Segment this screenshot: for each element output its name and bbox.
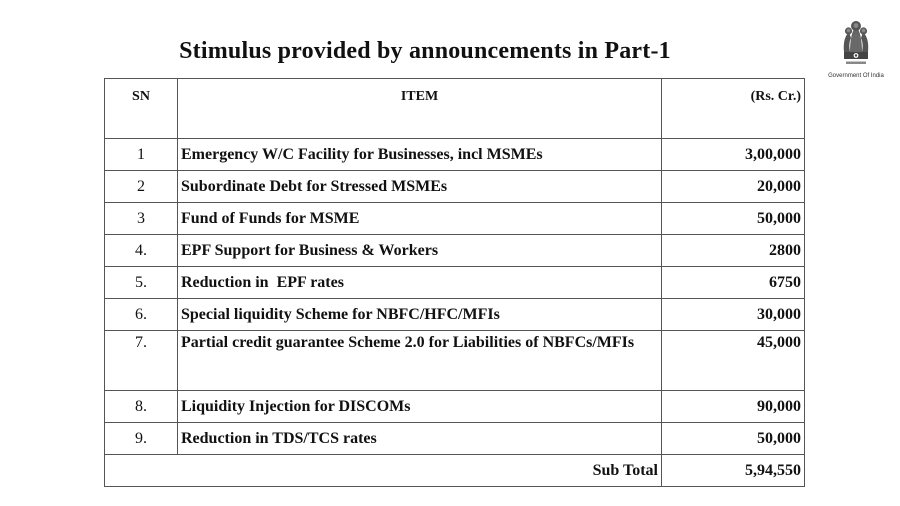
table-row	[105, 299, 805, 331]
ashoka-emblem-icon	[840, 16, 872, 66]
row-amount: 50,000	[662, 203, 805, 235]
row-amount: 45,000	[662, 331, 805, 391]
table-row	[105, 331, 805, 391]
table-row	[105, 423, 805, 455]
header-item: ITEM	[178, 79, 662, 139]
header-amount: (Rs. Cr.)	[662, 79, 805, 139]
table-row	[105, 203, 805, 235]
table-row	[105, 235, 805, 267]
page-title: Stimulus provided by announcements in Part-1	[179, 38, 671, 64]
row-sn: 3	[105, 203, 178, 235]
row-item: Partial credit guarantee Scheme 2.0 for Liabilities of NBFCs/MFIs	[178, 331, 662, 391]
stimulus-table	[104, 78, 805, 487]
table-row	[105, 139, 805, 171]
row-sn: 9.	[105, 423, 178, 455]
row-item: Reduction in EPF rates	[178, 267, 662, 299]
subtotal-amount: 5,94,550	[662, 455, 805, 487]
row-amount: 6750	[662, 267, 805, 299]
row-amount: 30,000	[662, 299, 805, 331]
row-item: Liquidity Injection for DISCOMs	[178, 391, 662, 423]
emblem-caption: Government Of India	[828, 73, 884, 79]
row-item: Reduction in TDS/TCS rates	[178, 423, 662, 455]
row-sn: 6.	[105, 299, 178, 331]
row-item: Fund of Funds for MSME	[178, 203, 662, 235]
table-header-row	[105, 79, 805, 139]
row-item: Emergency W/C Facility for Businesses, incl MSMEs	[178, 139, 662, 171]
row-amount: 20,000	[662, 171, 805, 203]
row-amount: 50,000	[662, 423, 805, 455]
row-sn: 7.	[105, 331, 178, 391]
subtotal-row	[105, 455, 805, 487]
subtotal-label: Sub Total	[105, 455, 662, 487]
row-sn: 4.	[105, 235, 178, 267]
row-item: Special liquidity Scheme for NBFC/HFC/MFIs	[178, 299, 662, 331]
table-row	[105, 267, 805, 299]
table-row	[105, 391, 805, 423]
row-amount: 2800	[662, 235, 805, 267]
table-row	[105, 171, 805, 203]
row-amount: 3,00,000	[662, 139, 805, 171]
row-item: EPF Support for Business & Workers	[178, 235, 662, 267]
header-sn: SN	[105, 79, 178, 139]
row-amount: 90,000	[662, 391, 805, 423]
row-sn: 8.	[105, 391, 178, 423]
row-sn: 5.	[105, 267, 178, 299]
row-sn: 1	[105, 139, 178, 171]
row-sn: 2	[105, 171, 178, 203]
row-item: Subordinate Debt for Stressed MSMEs	[178, 171, 662, 203]
government-emblem	[826, 16, 886, 82]
